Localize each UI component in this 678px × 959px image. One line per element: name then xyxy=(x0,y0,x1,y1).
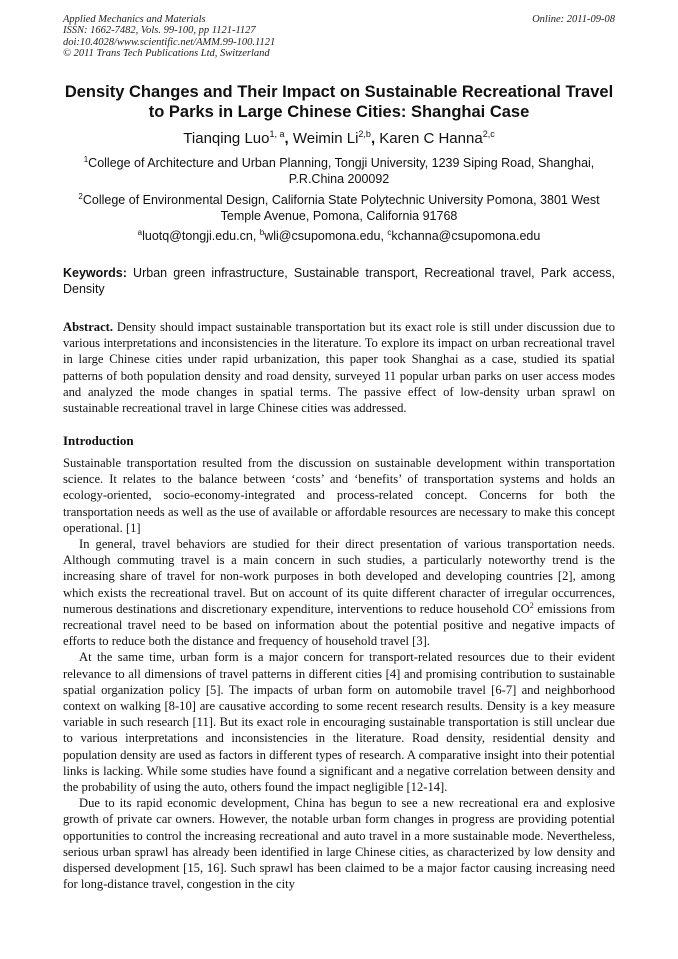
affiliation-superscript: 1 xyxy=(83,155,89,164)
body-text xyxy=(63,455,615,892)
abstract-text: Density should impact sustainable transportation but its exact role is still under discussion due to various interpretations and inconsistencies in the literature. To explore its impact on urban recreational travel in large Chinese cities under rapid urbanization, this paper took Shanghai as a case, studied its spatial patterns of both population density and road density, surveyed 11 popular urban parks on user access modes and analyzed the mode changes in spatial terms. The passive effect of low-density urban sprawl on sustainable recreational travel in large Chinese cities was addressed. xyxy=(63,320,615,416)
email-list: $^a$luotq@tongji.edu.cn, $^b$wli@csupomona.edu, $^c$kchanna@csupomona.edu xyxy=(137,228,541,243)
author-name: Karen C Hanna xyxy=(379,130,483,147)
author-superscript: 1, a xyxy=(269,129,285,139)
affiliation-text: College of Architecture and Urban Planning, Tongji University, 1239 Siping Road, Shanghai, P.R.China 200092 xyxy=(88,156,595,186)
paragraph-4: Due to its rapid economic development, China has begun to see a new recreational era and explosive growth of private car owners. However, the notable urban form changes in progress are providing potential opportunities to control the increasing recreational and auto travel in a more sustainable mode. Nevertheless, serious urban sprawl has already been identified in large Chinese cities, as characterized by low density and dispersed development [15, 16]. Such sprawl has been claimed to be a major factor causing increasing need for long-distance travel, congestion in the city xyxy=(63,796,615,892)
journal-info xyxy=(63,14,275,60)
journal-name: Applied Mechanics and Materials xyxy=(63,14,206,25)
co2-superscript: 2 xyxy=(529,600,534,610)
paragraph-2-part-a: In general, travel behaviors are studied for their direct presentation of various transportation needs. Although commuting travel is a main concern in such studies, a particularly noteworthy trend is the increasing share of travel for non-work purposes in both developed and developing countries [2], among which exists the recreational travel. But on account of its quite different character of irregular occurrences, numerous destinations and discretionary expenditure, interventions to reduce household CO xyxy=(63,537,615,616)
journal-copyright: © 2011 Trans Tech Publications Ltd, Switzerland xyxy=(63,48,270,60)
email-address[interactable]: luotq@tongji.edu.cn xyxy=(142,229,253,243)
affiliation-1 xyxy=(66,156,612,187)
abstract xyxy=(63,319,615,416)
keywords-text: Urban green infrastructure, Sustainable transport, Recreational travel, Park access, Density xyxy=(63,266,615,296)
paper-title: Density Changes and Their Impact on Sustainable Recreational Travel to Parks in Large Chinese Cities: Shanghai Case xyxy=(64,83,614,121)
paragraph-2 xyxy=(63,536,615,649)
author-name: Weimin Li xyxy=(292,130,359,147)
author-name: Tianqing Luo xyxy=(183,130,270,147)
paragraph-2-part-b: emissions from recreational travel need to be based on information about the potential positive and negative impacts of efforts to reduce both the distance and frequency of household travel [3]. xyxy=(63,601,615,649)
email-address[interactable]: kchanna@csupomona.edu xyxy=(391,229,541,243)
affiliation-superscript: 2 xyxy=(78,192,83,201)
paragraph-3: At the same time, urban form is a major concern for transport-related resources due to their evident relevance to all dimensions of travel patterns in different cities [4] and promising contribution to sustainable spatial organization policy [5]. The impacts of urban form on automobile travel [6-7] and neighborhood context on walking [8-10] are causative according to some recent research results. Density is a key measure variable in such research [11]. But its exact role in encouraging sustainable transportation is still unclear due to various interpretations and inconsistencies in the literature. Road density, residential density and population density are used as factors in different types of research. A comparative insight into their potential links is lacking. While some studies have found a significant and a negative correlation between density and the probability of using the auto, others found the impact negligible [12-14]. xyxy=(63,650,615,795)
section-heading: Introduction xyxy=(63,433,134,448)
email-address[interactable]: wli@csupomona.edu xyxy=(264,229,381,243)
journal-issn: ISSN: 1662-7482, Vols. 99-100, pp 1121-1127 xyxy=(63,25,256,37)
author-list: Tianqing Luo$^{1, a}$, Weimin Li$^{2,b}$, Karen C Hanna$^{2,c}$ xyxy=(183,129,495,147)
abstract-label: Abstract. xyxy=(63,320,114,334)
journal-doi: doi:10.4028/www.scientific.net/AMM.99-100.1121 xyxy=(63,36,276,48)
author-superscript: 2,c xyxy=(482,129,495,139)
journal-header xyxy=(63,14,615,60)
keywords-label: Keywords: xyxy=(63,266,127,280)
author-superscript: 2,b xyxy=(358,129,371,139)
affiliation-2 xyxy=(66,193,612,224)
keywords xyxy=(63,266,615,297)
paragraph-1: Sustainable transportation resulted from the discussion on sustainable development within transportation science. It relates to the balance between ‘costs’ and ‘benefits’ of transportation systems and holds an ecology-oriented, socio-economy-integrated and process-related concept. Concerns for both the transportation needs as well as the use of available or affordable resources are necessary to make this concept operational. [1] xyxy=(63,456,615,535)
online-date: Online: 2011-09-08 xyxy=(532,14,615,25)
email-superscript: a xyxy=(137,228,143,237)
email-superscript: c xyxy=(387,228,392,237)
email-superscript: b xyxy=(259,228,265,237)
affiliation-text: College of Environmental Design, California State Polytechnic University Pomona, 3801 West Temple Avenue, Pomona, California 91768 xyxy=(82,193,600,223)
